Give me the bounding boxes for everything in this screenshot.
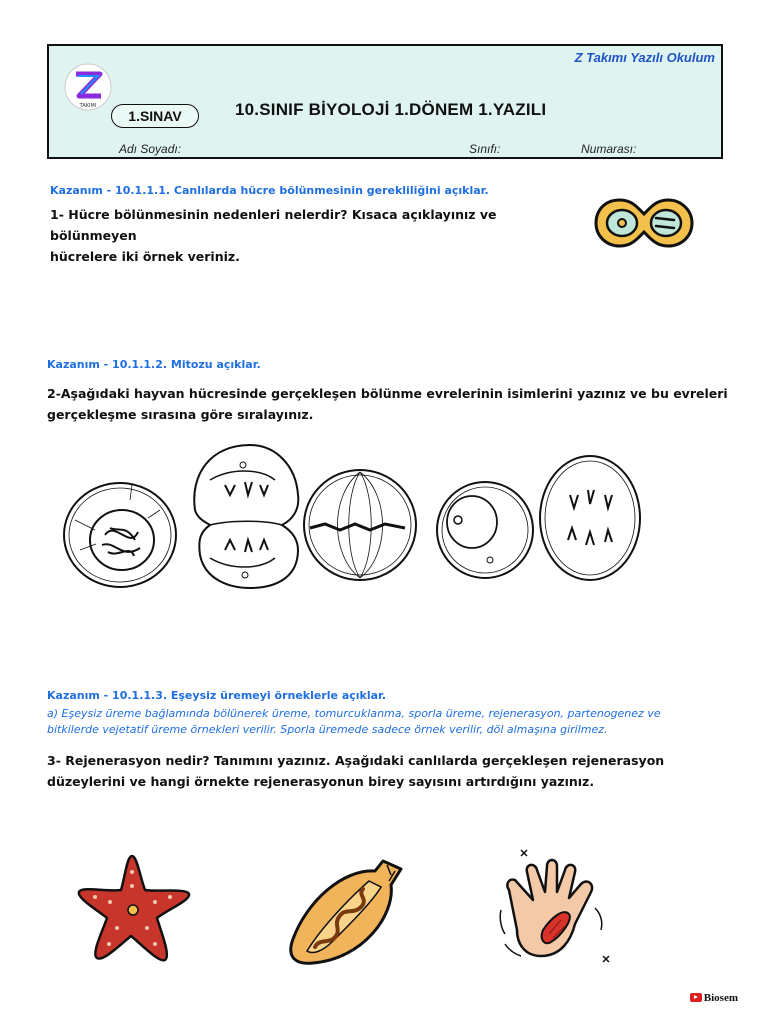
credit-text: Biosem: [703, 992, 738, 1004]
starfish-icon: [75, 852, 193, 964]
dividing-cell-icon: [594, 196, 694, 250]
kazanim-3-detail-line-1: a) Eşeysiz üreme bağlamında bölünerek üreme, tomurcuklanma, sporla üreme, rejenerasyon, partenogenez ve: [47, 707, 661, 720]
logo-caption: TAKIMI: [79, 103, 97, 109]
youtube-icon: [690, 993, 702, 1002]
injured-hand-icon: [495, 848, 617, 972]
exam-number-badge: 1.SINAV: [111, 104, 199, 128]
question-3-line-2: düzeylerini ve hangi örnekte rejenerasyonun birey sayısını artırdığını yazınız.: [47, 774, 595, 789]
question-1-line-2: hücrelere iki örnek veriniz.: [50, 249, 240, 264]
name-field-label: Adı Soyadı:: [119, 142, 182, 156]
interphase-cell: [437, 482, 533, 578]
kazanim-3-detail: [47, 706, 747, 738]
kazanim-2: Kazanım - 10.1.1.2. Mitozu açıklar.: [47, 358, 261, 371]
question-1-line-1: 1- Hücre bölünmesinin nedenleri nelerdir? Kısaca açıklayınız ve bölünmeyen: [50, 207, 497, 243]
anaphase-cell: [540, 456, 640, 580]
kazanim-3-detail-line-2: bitkilerde vejetatif üreme örnekleri verilir. Sporla üremede sadece örnek verilir, döl almaşına girilmez.: [47, 723, 608, 736]
class-field-label: Sınıfı:: [469, 142, 501, 156]
question-3-line-1: 3- Rejenerasyon nedir? Tanımını yazınız. Aşağıdaki canlılarda gerçekleşen rejenerasyon: [47, 753, 665, 768]
question-2-line-1: 2-Aşağıdaki hayvan hücresinde gerçekleşen bölünme evrelerinin isimlerini yazınız ve bu evreleri: [47, 386, 728, 401]
kazanim-3: Kazanım - 10.1.1.3. Eşeysiz üremeyi örneklerle açıklar.: [47, 689, 387, 702]
question-1: [50, 204, 570, 267]
kazanim-1: Kazanım - 10.1.1.1. Canlılarda hücre bölünmesinin gerekliliğini açıklar.: [50, 184, 489, 197]
question-2-line-2: gerçekleşme sırasına göre sıralayınız.: [47, 407, 314, 422]
exam-header: [47, 44, 723, 159]
exam-title: 10.SINIF BİYOLOJİ 1.DÖNEM 1.YAZILI: [235, 100, 547, 119]
question-3: [47, 750, 737, 792]
number-field-label: Numarası:: [581, 142, 637, 156]
prophase-cell: [64, 483, 176, 587]
question-2: [47, 383, 737, 425]
z-team-logo-icon: [63, 62, 113, 112]
mitosis-phases-figure: [60, 440, 660, 590]
metaphase-cell: [304, 470, 416, 580]
planaria-icon: [283, 855, 407, 967]
school-name: Z Takımı Yazılı Okulum: [574, 50, 715, 65]
telophase-cell: [194, 445, 298, 588]
credit: [690, 992, 738, 1004]
